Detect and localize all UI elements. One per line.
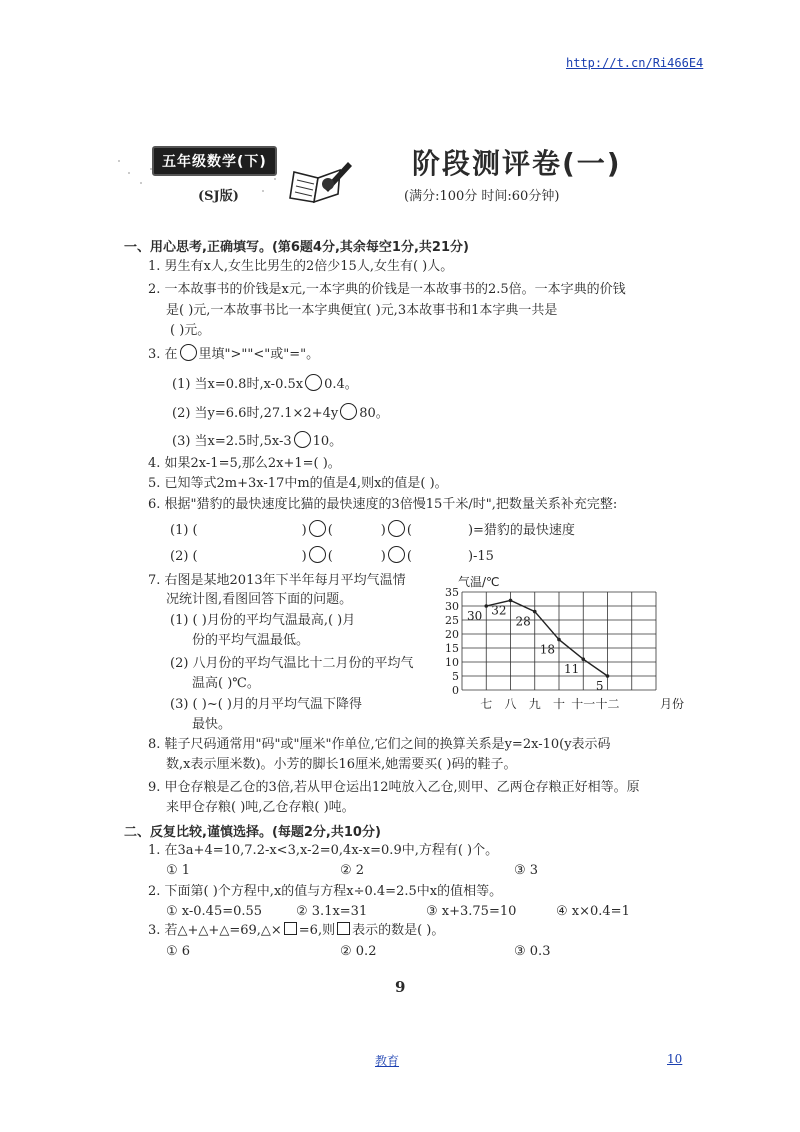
question-6-2-tail: )-15 (467, 549, 494, 564)
edition-label: (SJ版) (198, 189, 239, 204)
square-symbol (284, 922, 297, 935)
question-3-1-value: 0.4。 (324, 377, 358, 392)
blank-open: ( (327, 549, 333, 564)
question-7-3-line-2: 最快。 (192, 717, 232, 732)
question-7-1-line-1: (1) ( )月份的平均气温最高,( )月 (170, 613, 356, 628)
footer-link[interactable]: 教育 (375, 1054, 400, 1068)
blank-open: ( (327, 523, 333, 538)
blank-open: (1) ( (170, 523, 198, 538)
choice-question-2: 2. 下面第( )个方程中,x的值与方程x÷0.4=2.5中x的值相等。 (148, 884, 503, 899)
book-pen-icon (284, 158, 354, 204)
chart-data-label: 18 (539, 642, 555, 657)
answer-circle[interactable] (294, 431, 311, 448)
section-2-heading: 二、反复比较,谨慎选择。(每题2分,共10分) (124, 825, 381, 840)
chart-data-label: 30 (466, 609, 483, 623)
source-link[interactable]: http://t.cn/Ri466E4 (566, 56, 704, 70)
chart-y-tick-label: 35 (445, 586, 459, 599)
score-time-info: (满分:100分 时间:60分钟) (404, 189, 560, 204)
question-3-3 (172, 431, 342, 451)
choice-option[interactable]: ④ x×0.4=1 (556, 904, 630, 919)
question-4: 4. 如果2x-1=5,那么2x+1=( )。 (148, 456, 341, 471)
chart-data-point (484, 604, 488, 608)
choice-option[interactable]: ③ 0.3 (514, 944, 551, 959)
answer-circle[interactable] (180, 344, 197, 361)
answer-circle[interactable] (309, 520, 326, 537)
answer-circle[interactable] (388, 520, 405, 537)
blank-close: ) (301, 523, 307, 538)
question-6-1-tail: )=猎豹的最快速度 (467, 523, 575, 538)
chart-y-tick-label: 30 (445, 600, 459, 613)
answer-circle[interactable] (309, 546, 326, 563)
blank-open: ( (406, 549, 412, 564)
question-3-3-value: 10。 (312, 434, 343, 449)
chart-data-point (557, 638, 561, 642)
question-3-2-expr: (2) 当y=6.6时,27.1×2+4y (172, 406, 339, 421)
chart-data-point (606, 674, 610, 678)
footer-page-link[interactable]: 10 (667, 1052, 683, 1066)
chart-x-tick-label: 十一 (571, 697, 596, 711)
chart-data-label: 28 (515, 614, 531, 629)
chart-x-tick-label: 九 (528, 697, 541, 711)
blank-open: ( (406, 523, 412, 538)
question-7-2-line-2: 温高( )℃。 (192, 676, 260, 691)
question-3-prefix: 3. 在 (148, 347, 178, 362)
chart-data-label: 11 (563, 662, 580, 677)
question-2-line-2: 是( )元,一本故事书比一本字典便宜( )元,3本故事书和1本字典一共是 (166, 303, 558, 318)
question-9-line-2: 来甲仓存粮( )吨,乙仓存粮( )吨。 (166, 800, 355, 815)
question-9-line-1: 9. 甲仓存粮是乙仓的3倍,若从甲仓运出12吨放入乙仓,则甲、乙两仓存粮正好相等。原 (148, 780, 640, 795)
answer-circle[interactable] (305, 374, 322, 391)
question-3-suffix: 里填">""<"或"="。 (198, 347, 320, 362)
chart-x-tick-label: 十二 (595, 697, 620, 711)
question-3-3-expr: (3) 当x=2.5时,5x-3 (172, 434, 292, 449)
choice-question-1: 1. 在3a+4=10,7.2-x<3,x-2=0,4x-x=0.9中,方程有( )个。 (148, 843, 499, 858)
page-number: 9 (395, 978, 406, 996)
choice-option[interactable]: ③ x+3.75=10 (426, 904, 517, 919)
question-3 (148, 344, 319, 364)
chart-y-tick-label: 0 (452, 684, 459, 697)
answer-circle[interactable] (340, 403, 357, 420)
question-6: 6. 根据"猎豹的最快速度比猫的最快速度的3倍慢15千米/时",把数量关系补充完整: (148, 497, 618, 512)
blank-open: (2) ( (170, 549, 198, 564)
question-3-2 (172, 403, 389, 423)
question-7-1-line-2: 份的平均气温最低。 (192, 633, 310, 648)
chart-y-tick-label: 10 (445, 656, 459, 669)
choice-question-3-suffix: 表示的数是( )。 (352, 923, 445, 938)
chart-x-tick-label: 十 (552, 697, 566, 711)
chart-data-point (581, 657, 585, 661)
question-7-line-1: 7. 右图是某地2013年下半年每月平均气温情 (148, 573, 406, 588)
chart-x-axis-label: 月份 (660, 697, 685, 711)
chart-data-label: 32 (491, 603, 507, 618)
blank-close: ) (380, 549, 386, 564)
choice-option[interactable]: ② 2 (340, 863, 365, 878)
grade-badge: 五年级数学(下) (152, 146, 277, 176)
section-1-heading: 一、用心思考,正确填写。(第6题4分,其余每空1分,共21分) (124, 240, 469, 255)
blank-close: ) (301, 549, 307, 564)
question-6-2 (170, 546, 494, 566)
chart-y-tick-label: 15 (445, 642, 459, 655)
question-6-1 (170, 520, 575, 540)
answer-circle[interactable] (388, 546, 405, 563)
question-7-line-2: 况统计图,看图回答下面的问题。 (166, 592, 353, 607)
temperature-line-chart (436, 566, 698, 716)
question-2-line-1: 2. 一本故事书的价钱是x元,一本字典的价钱是一本故事书的2.5倍。一本字典的价钱 (148, 282, 626, 297)
chart-y-tick-label: 20 (445, 628, 459, 641)
choice-option[interactable]: ③ 3 (514, 863, 539, 878)
choice-option[interactable]: ② 3.1x=31 (296, 904, 368, 919)
choice-question-3-middle: =6,则 (298, 923, 336, 938)
question-3-1-expr: (1) 当x=0.8时,x-0.5x (172, 377, 304, 392)
question-2-line-3: ( )元。 (170, 323, 211, 338)
chart-y-tick-label: 25 (445, 614, 459, 627)
chart-data-point (509, 599, 513, 603)
chart-y-axis-label: 气温/℃ (458, 575, 500, 589)
choice-option[interactable]: ① 1 (166, 863, 191, 878)
choice-question-3-prefix: 3. 若△+△+△=69,△× (148, 923, 282, 938)
chart-data-point (533, 610, 537, 614)
choice-option[interactable]: ① 6 (166, 944, 191, 959)
question-1: 1. 男生有x人,女生比男生的2倍少15人,女生有( )人。 (148, 259, 454, 274)
question-8-line-1: 8. 鞋子尺码通常用"码"或"厘米"作单位,它们之间的换算关系是y=2x-10(y表示码 (148, 737, 611, 752)
question-3-1 (172, 374, 358, 394)
choice-option[interactable]: ② 0.2 (340, 944, 377, 959)
question-7-2-line-1: (2) 八月份的平均气温比十二月份的平均气 (170, 656, 414, 671)
chart-x-tick-label: 八 (504, 697, 517, 711)
square-symbol (337, 922, 350, 935)
page-title: 阶段测评卷(一) (412, 147, 622, 180)
chart-data-label: 5 (595, 679, 604, 693)
chart-y-tick-label: 5 (452, 670, 459, 683)
question-7-3-line-1: (3) ( )~( )月的月平均气温下降得 (170, 697, 362, 712)
question-8-line-2: 数,x表示厘米数)。小芳的脚长16厘米,她需要买( )码的鞋子。 (166, 757, 517, 772)
choice-question-3 (148, 922, 444, 940)
chart-x-tick-label: 七 (480, 697, 493, 711)
question-3-2-value: 80。 (359, 406, 389, 421)
blank-close: ) (380, 523, 386, 538)
question-5: 5. 已知等式2m+3x-17中m的值是4,则x的值是( )。 (148, 476, 448, 491)
choice-option[interactable]: ① x-0.45=0.55 (166, 904, 263, 919)
